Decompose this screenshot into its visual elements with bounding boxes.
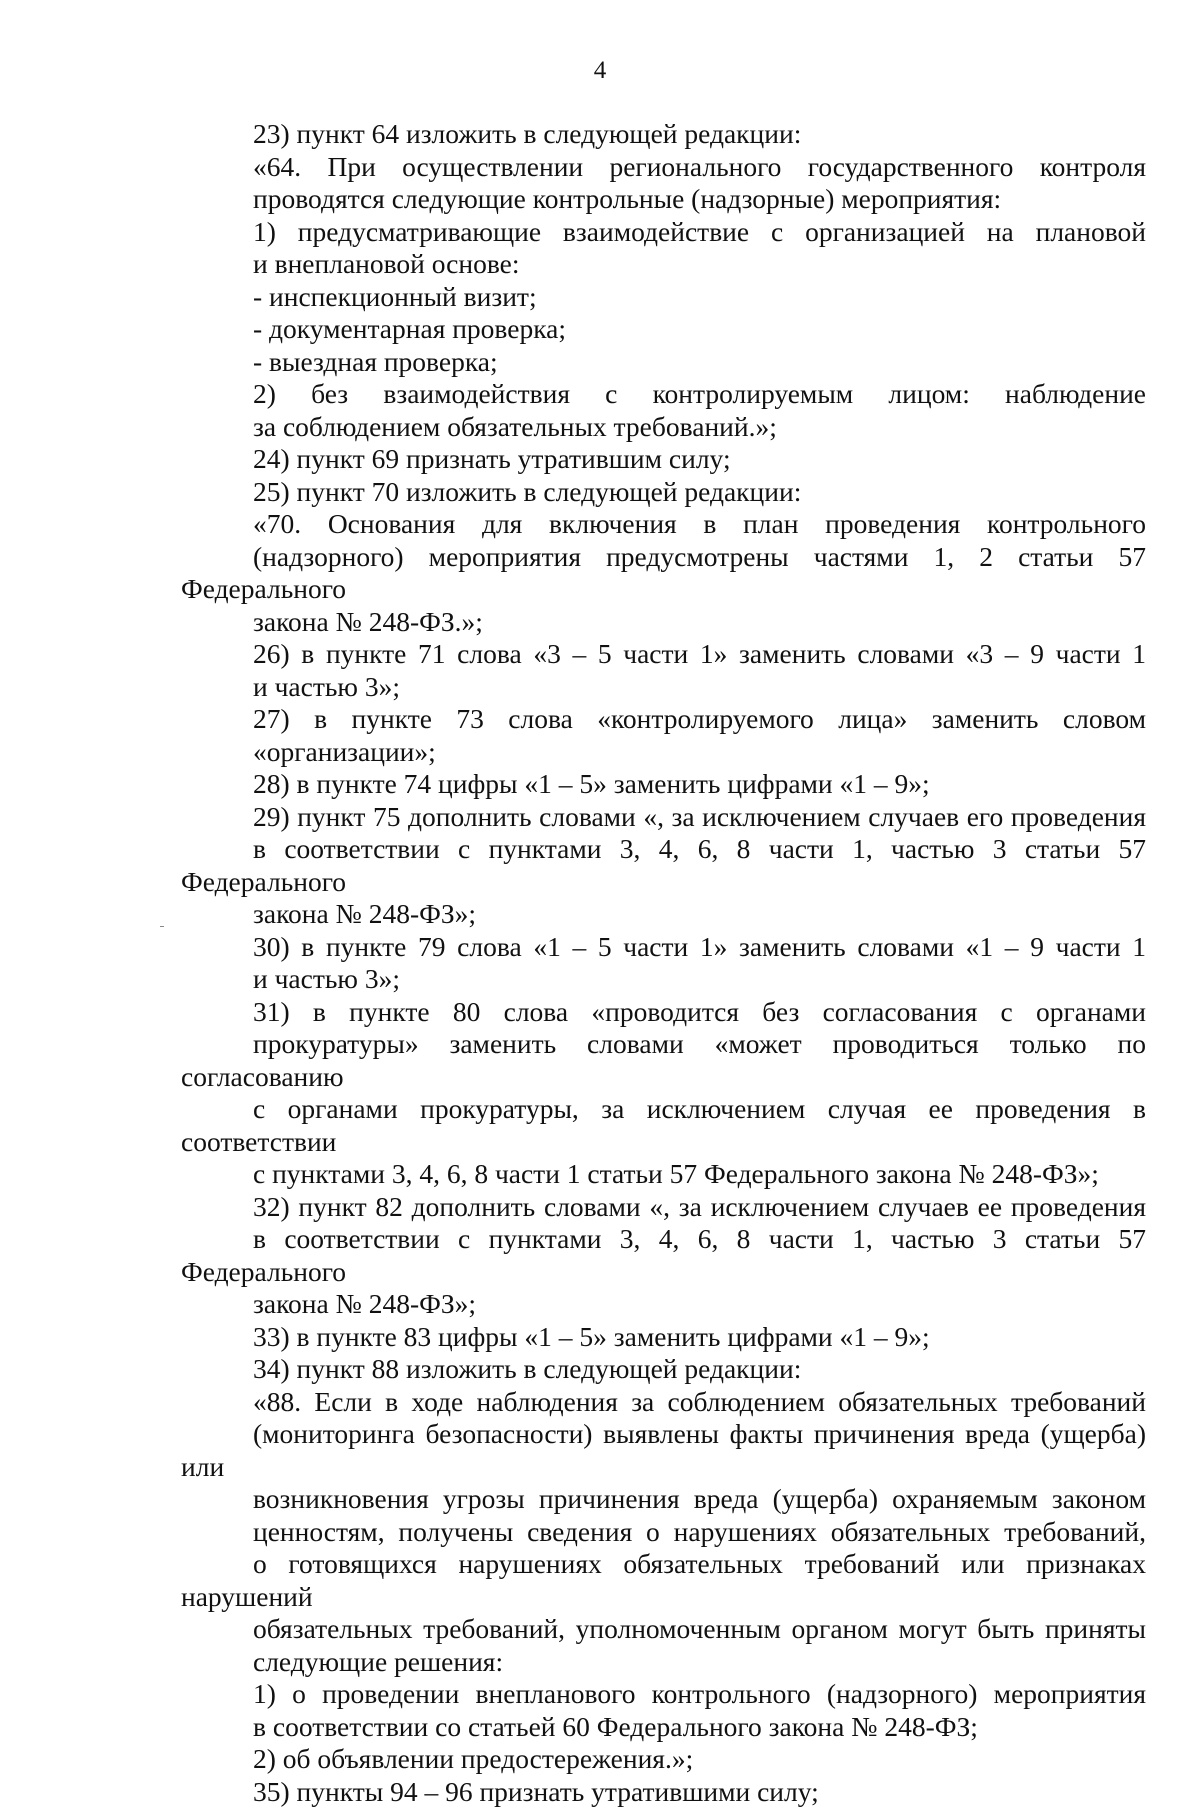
text-line: закона № 248-ФЗ»; bbox=[181, 1288, 1146, 1321]
text-line: - выездная проверка; bbox=[181, 346, 1146, 379]
text-line: 27) в пункте 73 слова «контролируемого лица» заменить словом bbox=[181, 703, 1146, 736]
paragraph bbox=[181, 508, 1146, 638]
text-line: 2) без взаимодействия с контролируемым лицом: наблюдение bbox=[181, 378, 1146, 411]
text-line: и частью 3»; bbox=[181, 671, 1146, 704]
text-line: 29) пункт 75 дополнить словами «, за исключением случаев его проведения bbox=[181, 801, 1146, 834]
paragraph bbox=[181, 1776, 1146, 1808]
document-body bbox=[181, 118, 1146, 1808]
text-line: закона № 248-ФЗ.»; bbox=[181, 606, 1146, 639]
paragraph bbox=[181, 151, 1146, 216]
text-line: ценностям, получены сведения о нарушениях обязательных требований, bbox=[181, 1516, 1146, 1549]
paragraph bbox=[181, 931, 1146, 996]
text-line: в соответствии с пунктами 3, 4, 6, 8 части 1, частью 3 статьи 57 Федерального bbox=[181, 1223, 1146, 1288]
text-line: возникновения угрозы причинения вреда (ущерба) охраняемым законом bbox=[181, 1483, 1146, 1516]
text-line: с органами прокуратуры, за исключением случая ее проведения в соответствии bbox=[181, 1093, 1146, 1158]
text-line: «64. При осуществлении регионального государственного контроля bbox=[181, 151, 1146, 184]
text-line: 32) пункт 82 дополнить словами «, за исключением случаев ее проведения bbox=[181, 1191, 1146, 1224]
paragraph bbox=[181, 1386, 1146, 1679]
text-line: в соответствии с пунктами 3, 4, 6, 8 части 1, частью 3 статьи 57 Федерального bbox=[181, 833, 1146, 898]
text-line: 1) о проведении внепланового контрольного (надзорного) мероприятия bbox=[181, 1678, 1146, 1711]
text-line: - документарная проверка; bbox=[181, 313, 1146, 346]
text-line: 23) пункт 64 изложить в следующей редакции: bbox=[181, 118, 1146, 151]
text-line: 25) пункт 70 изложить в следующей редакции: bbox=[181, 476, 1146, 509]
paragraph bbox=[181, 768, 1146, 801]
text-line: (надзорного) мероприятия предусмотрены частями 1, 2 статьи 57 Федерального bbox=[181, 541, 1146, 606]
paragraph bbox=[181, 801, 1146, 931]
text-line: за соблюдением обязательных требований.»; bbox=[181, 411, 1146, 444]
paragraph bbox=[181, 996, 1146, 1191]
paragraph bbox=[181, 476, 1146, 509]
text-line: проводятся следующие контрольные (надзорные) мероприятия: bbox=[181, 183, 1146, 216]
text-line: 34) пункт 88 изложить в следующей редакции: bbox=[181, 1353, 1146, 1386]
text-line: «70. Основания для включения в план проведения контрольного bbox=[181, 508, 1146, 541]
text-line: в соответствии со статьей 60 Федерального закона № 248-ФЗ; bbox=[181, 1711, 1146, 1744]
text-line: 24) пункт 69 признать утратившим силу; bbox=[181, 443, 1146, 476]
text-line: 33) в пункте 83 цифры «1 – 5» заменить цифрами «1 – 9»; bbox=[181, 1321, 1146, 1354]
paragraph bbox=[181, 443, 1146, 476]
scan-artifact bbox=[160, 926, 164, 927]
text-line: и частью 3»; bbox=[181, 963, 1146, 996]
paragraph bbox=[181, 1321, 1146, 1354]
paragraph bbox=[181, 703, 1146, 768]
text-line: 28) в пункте 74 цифры «1 – 5» заменить цифрами «1 – 9»; bbox=[181, 768, 1146, 801]
paragraph bbox=[181, 638, 1146, 703]
paragraph bbox=[181, 118, 1146, 151]
text-line: 2) об объявлении предостережения.»; bbox=[181, 1743, 1146, 1776]
paragraph bbox=[181, 216, 1146, 281]
text-line: следующие решения: bbox=[181, 1646, 1146, 1679]
paragraph bbox=[181, 281, 1146, 314]
paragraph bbox=[181, 313, 1146, 346]
paragraph bbox=[181, 346, 1146, 379]
paragraph bbox=[181, 1353, 1146, 1386]
paragraph bbox=[181, 1743, 1146, 1776]
text-line: «организации»; bbox=[181, 736, 1146, 769]
text-line: «88. Если в ходе наблюдения за соблюдением обязательных требований bbox=[181, 1386, 1146, 1419]
text-line: и внеплановой основе: bbox=[181, 248, 1146, 281]
page-number: 4 bbox=[0, 56, 1200, 86]
text-line: 26) в пункте 71 слова «3 – 5 части 1» заменить словами «3 – 9 части 1 bbox=[181, 638, 1146, 671]
text-line: прокуратуры» заменить словами «может проводиться только по согласованию bbox=[181, 1028, 1146, 1093]
paragraph bbox=[181, 378, 1146, 443]
text-line: с пунктами 3, 4, 6, 8 части 1 статьи 57 Федерального закона № 248-ФЗ»; bbox=[181, 1158, 1146, 1191]
text-line: - инспекционный визит; bbox=[181, 281, 1146, 314]
text-line: 35) пункты 94 – 96 признать утратившими силу; bbox=[181, 1776, 1146, 1808]
text-line: 1) предусматривающие взаимодействие с организацией на плановой bbox=[181, 216, 1146, 249]
text-line: обязательных требований, уполномоченным органом могут быть приняты bbox=[181, 1613, 1146, 1646]
paragraph bbox=[181, 1191, 1146, 1321]
text-line: закона № 248-ФЗ»; bbox=[181, 898, 1146, 931]
text-line: (мониторинга безопасности) выявлены факты причинения вреда (ущерба) или bbox=[181, 1418, 1146, 1483]
text-line: 30) в пункте 79 слова «1 – 5 части 1» заменить словами «1 – 9 части 1 bbox=[181, 931, 1146, 964]
text-line: 31) в пункте 80 слова «проводится без согласования с органами bbox=[181, 996, 1146, 1029]
text-line: о готовящихся нарушениях обязательных требований или признаках нарушений bbox=[181, 1548, 1146, 1613]
paragraph bbox=[181, 1678, 1146, 1743]
